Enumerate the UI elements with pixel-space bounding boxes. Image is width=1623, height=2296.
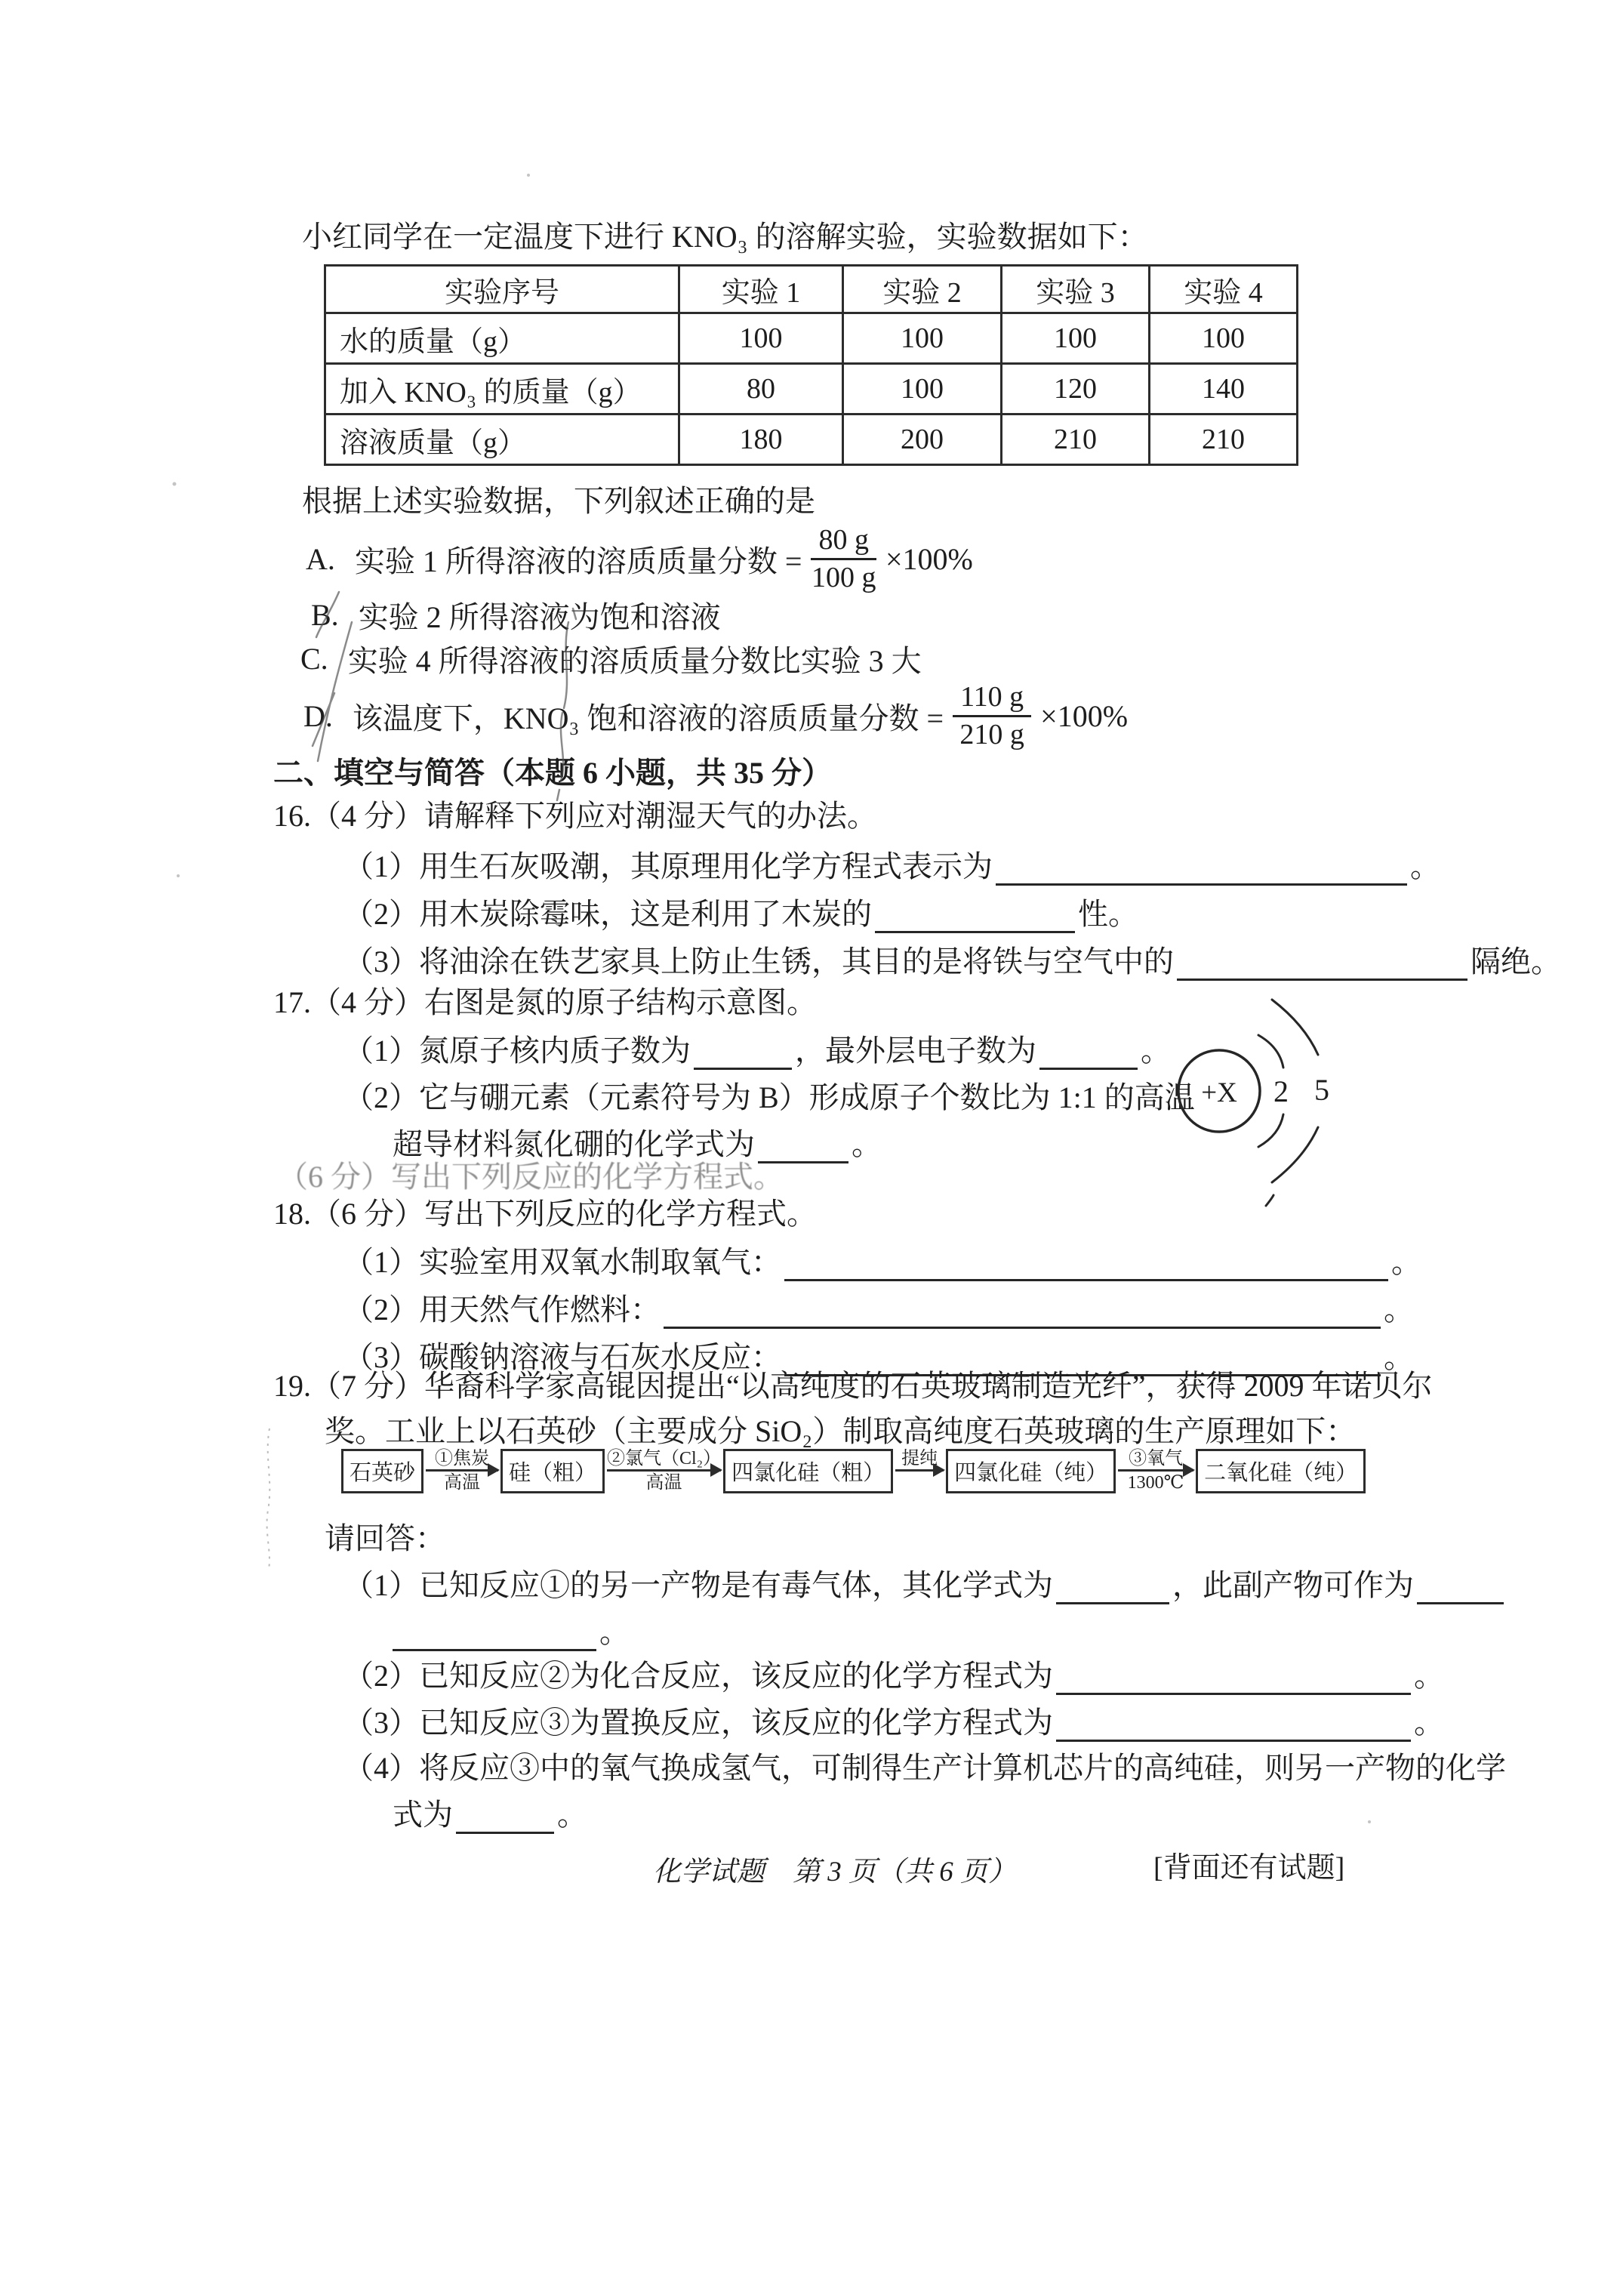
q16-item-3-suffix: 隔绝。	[1471, 945, 1561, 978]
q17-item-1-suffix: 。	[1141, 1034, 1171, 1068]
answer-blank	[784, 1249, 1388, 1281]
table-header-cell: 实验序号	[325, 266, 679, 313]
table-cell: 100	[679, 313, 843, 364]
option-a-suffix: ×100%	[885, 541, 973, 576]
answer-blank	[1056, 1663, 1411, 1695]
flow-arrow-4	[1118, 1449, 1193, 1493]
table-row-label: 加入 KNO₃ 的质量（g）	[325, 364, 679, 415]
q19-heading-line1: 19.（7 分）华裔科学家高锟因提出“以高纯度的石英玻璃制造光纤”，获得 2009 年诺贝尔	[273, 1369, 1433, 1403]
flow-arrow-1-label-bottom: 高温	[444, 1473, 481, 1493]
q18-heading: 18.（6 分）写出下列反应的化学方程式。	[273, 1197, 817, 1231]
fraction-denominator: 100 g	[811, 561, 876, 593]
q19-item-4-suffix: 。	[557, 1798, 587, 1832]
answer-blank	[393, 1619, 596, 1651]
ghost-misprint-line: （6 分）写出下列反应的化学方程式。	[278, 1160, 784, 1194]
scan-speck	[173, 482, 177, 486]
table-row-label: 溶液质量（g）	[325, 415, 679, 465]
fraction-numerator: 110 g	[953, 681, 1031, 717]
q16-item-3-text: （3）将油涂在铁艺家具上防止生锈，其目的是将铁与空气中的	[343, 945, 1174, 978]
flow-arrow-1	[426, 1449, 498, 1493]
fraction-denominator: 210 g	[959, 718, 1024, 750]
fraction	[953, 681, 1031, 750]
q16-item-1-suffix: 。	[1410, 849, 1440, 883]
flow-arrow-2-label-top: ②氯气（Cl₂）	[607, 1448, 722, 1469]
answer-blank	[1039, 1037, 1138, 1070]
q16-item-2-suffix: 性。	[1078, 897, 1138, 931]
option-d-text: 该温度下，KNO₃ 饱和溶液的溶质质量分数 =	[352, 701, 944, 735]
margin-squiggle	[267, 1428, 270, 1569]
nucleus-charge-label: +X	[1201, 1077, 1237, 1108]
q17-item-1	[343, 1033, 1171, 1070]
flow-box-crude-silicon: 硅（粗）	[500, 1449, 605, 1493]
q16-item-3	[343, 944, 1561, 981]
q19-item-2-suffix: 。	[1414, 1659, 1444, 1693]
q19-item-3	[343, 1705, 1444, 1742]
q18-item-1-text: （1）实验室用双氧水制取氧气：	[343, 1245, 781, 1279]
answer-blank	[1417, 1572, 1504, 1604]
answer-blank	[694, 1037, 792, 1070]
q17-heading: 17.（4 分）右图是氮的原子结构示意图。	[273, 985, 817, 1019]
q17-item-2-text: 超导材料氮化硼的化学式为	[393, 1127, 755, 1161]
option-a	[306, 522, 973, 595]
flow-arrow-3-label-top: 提纯	[901, 1448, 938, 1469]
fraction-numerator: 80 g	[811, 524, 876, 560]
q19-answer-prompt: 请回答：	[325, 1521, 445, 1555]
arrow-shaft	[895, 1469, 944, 1472]
q18-item-1-suffix: 。	[1391, 1245, 1421, 1279]
q19-heading-line2: 奖。工业上以石英砂（主要成分 SiO₂）制取高纯度石英玻璃的生产原理如下：	[325, 1414, 1357, 1448]
q18-item-3-text: （3）碳酸钠溶液与石灰水反应：	[343, 1340, 781, 1374]
q17-item-1-mid: ，最外层电子数为	[795, 1034, 1036, 1068]
flow-arrow-4-label-bottom: 1300℃	[1127, 1473, 1184, 1493]
flow-box-pure-sicl4: 四氯化硅（纯）	[946, 1449, 1116, 1493]
scan-speck	[1368, 1820, 1371, 1823]
q19-item-4-text: 式为	[393, 1798, 453, 1832]
q18-item-1	[343, 1244, 1421, 1281]
answer-blank	[664, 1296, 1381, 1329]
option-d	[303, 680, 1128, 752]
answer-blank	[1056, 1709, 1411, 1742]
q19-item-2	[343, 1658, 1444, 1695]
option-a-label: A.	[306, 541, 335, 576]
q16-item-2	[343, 896, 1138, 933]
table-cell: 140	[1150, 364, 1298, 415]
q19-item-1-line1	[343, 1567, 1507, 1604]
arrow-shaft	[426, 1469, 498, 1472]
option-b	[311, 593, 721, 636]
table-cell: 200	[843, 415, 1002, 465]
table-cell: 210	[1002, 415, 1150, 465]
flow-box-quartz-sand: 石英砂	[341, 1449, 423, 1493]
inner-electron-count: 2	[1273, 1074, 1289, 1108]
option-b-text: 实验 2 所得溶液为饱和溶液	[358, 600, 721, 634]
flow-arrow-3	[895, 1449, 944, 1493]
fraction	[811, 524, 876, 593]
outer-shell-arc	[1272, 1000, 1318, 1055]
answer-blank	[996, 853, 1407, 886]
option-c-label: C.	[300, 642, 328, 676]
answer-blank	[875, 901, 1075, 933]
table-row	[325, 313, 1298, 364]
option-d-suffix: ×100%	[1040, 698, 1129, 733]
q18-item-2	[343, 1292, 1414, 1329]
table-cell: 100	[1150, 313, 1298, 364]
q18-item-2-text: （2）用天然气作燃料：	[343, 1293, 661, 1327]
atom-structure-diagram	[1166, 978, 1370, 1227]
section-heading: 二、填空与简答（本题 6 小题，共 35 分）	[273, 756, 832, 790]
table-row	[325, 364, 1298, 415]
table-header-row	[325, 266, 1298, 313]
q17-item-2-line1: （2）它与硼元素（元素符号为 B）形成原子个数比为 1:1 的高温	[343, 1080, 1195, 1114]
q17-item-2-suffix: 。	[852, 1127, 882, 1161]
arrow-shaft	[607, 1469, 721, 1472]
table-header-cell: 实验 1	[679, 266, 843, 313]
table-cell: 100	[843, 364, 1002, 415]
intro-text: 小红同学在一定温度下进行 KNO₃ 的溶解实验，实验数据如下：	[302, 220, 1148, 254]
q16-item-1	[343, 849, 1440, 886]
q19-item-1-mid: ，此副产物可作为	[1172, 1568, 1414, 1602]
q19-item-4-line1: （4）将反应③中的氧气换成氢气，可制得生产计算机芯片的高纯硅，则另一产物的化学	[343, 1751, 1506, 1785]
q16-heading: 16.（4 分）请解释下列应对潮湿天气的办法。	[273, 799, 877, 833]
flow-arrow-4-label-top: ③氧气	[1129, 1448, 1184, 1469]
table-cell: 100	[1002, 313, 1150, 364]
stray-arc-mark	[1266, 1195, 1273, 1206]
solubility-table	[324, 264, 1298, 466]
q19-item-3-text: （3）已知反应③为置换反应，该反应的化学方程式为	[343, 1706, 1053, 1740]
inner-shell-arc	[1258, 1035, 1283, 1068]
outer-shell-arc	[1272, 1127, 1318, 1182]
option-c	[300, 637, 922, 680]
table-row-label: 水的质量（g）	[325, 313, 679, 364]
flow-arrow-2	[607, 1449, 721, 1493]
q19-item-4-line2	[393, 1797, 587, 1834]
answer-blank	[1056, 1572, 1169, 1604]
table-cell: 180	[679, 415, 843, 465]
footer-page-info: 化学试题 第 3 页（共 6 页）	[653, 1857, 1016, 1888]
answer-blank	[456, 1801, 554, 1834]
footer-note: [背面还有试题]	[1153, 1852, 1345, 1884]
flow-arrow-1-label-top: ①焦炭	[435, 1448, 490, 1469]
option-d-label: D.	[303, 698, 333, 733]
table-header-cell: 实验 4	[1150, 266, 1298, 313]
q19-item-1-suffix: 。	[599, 1615, 630, 1649]
q19-item-1-text: （1）已知反应①的另一产物是有毒气体，其化学式为	[343, 1568, 1053, 1602]
q17-item-1-text: （1）氮原子核内质子数为	[343, 1034, 691, 1068]
q18-item-3-suffix: 。	[1384, 1340, 1414, 1374]
outer-electron-count: 5	[1314, 1073, 1329, 1107]
option-c-text: 实验 4 所得溶液的溶质质量分数比实验 3 大	[347, 644, 922, 678]
option-a-text: 实验 1 所得溶液的溶质质量分数 =	[354, 544, 802, 578]
inner-shell-arc	[1258, 1114, 1283, 1147]
q16-item-2-text: （2）用木炭除霉味，这是利用了木炭的	[343, 897, 872, 931]
table-cell: 100	[843, 313, 1002, 364]
q16-item-1-text: （1）用生石灰吸潮，其原理用化学方程式表示为	[343, 849, 993, 883]
option-b-label: B.	[311, 598, 339, 632]
q19-item-3-suffix: 。	[1414, 1706, 1444, 1740]
answer-blank	[1177, 948, 1467, 981]
table-header-cell: 实验 3	[1002, 266, 1150, 313]
table-header-cell: 实验 2	[843, 266, 1002, 313]
table-cell: 120	[1002, 364, 1150, 415]
flow-box-crude-sicl4: 四氯化硅（粗）	[723, 1449, 893, 1493]
flow-box-pure-sio2: 二氧化硅（纯）	[1196, 1449, 1366, 1493]
scan-speck	[527, 174, 530, 177]
flow-arrow-2-label-bottom: 高温	[645, 1473, 682, 1493]
q19-item-2-text: （2）已知反应②为化合反应，该反应的化学方程式为	[343, 1659, 1053, 1693]
q15-prompt: 根据上述实验数据，下列叙述正确的是	[302, 484, 815, 518]
q19-item-1-line2	[393, 1614, 630, 1651]
table-cell: 80	[679, 364, 843, 415]
table-row	[325, 415, 1298, 465]
arrow-shaft	[1118, 1469, 1193, 1472]
scan-speck	[177, 874, 180, 877]
flow-diagram	[341, 1433, 1366, 1509]
table-cell: 210	[1150, 415, 1298, 465]
q18-item-2-suffix: 。	[1384, 1293, 1414, 1327]
